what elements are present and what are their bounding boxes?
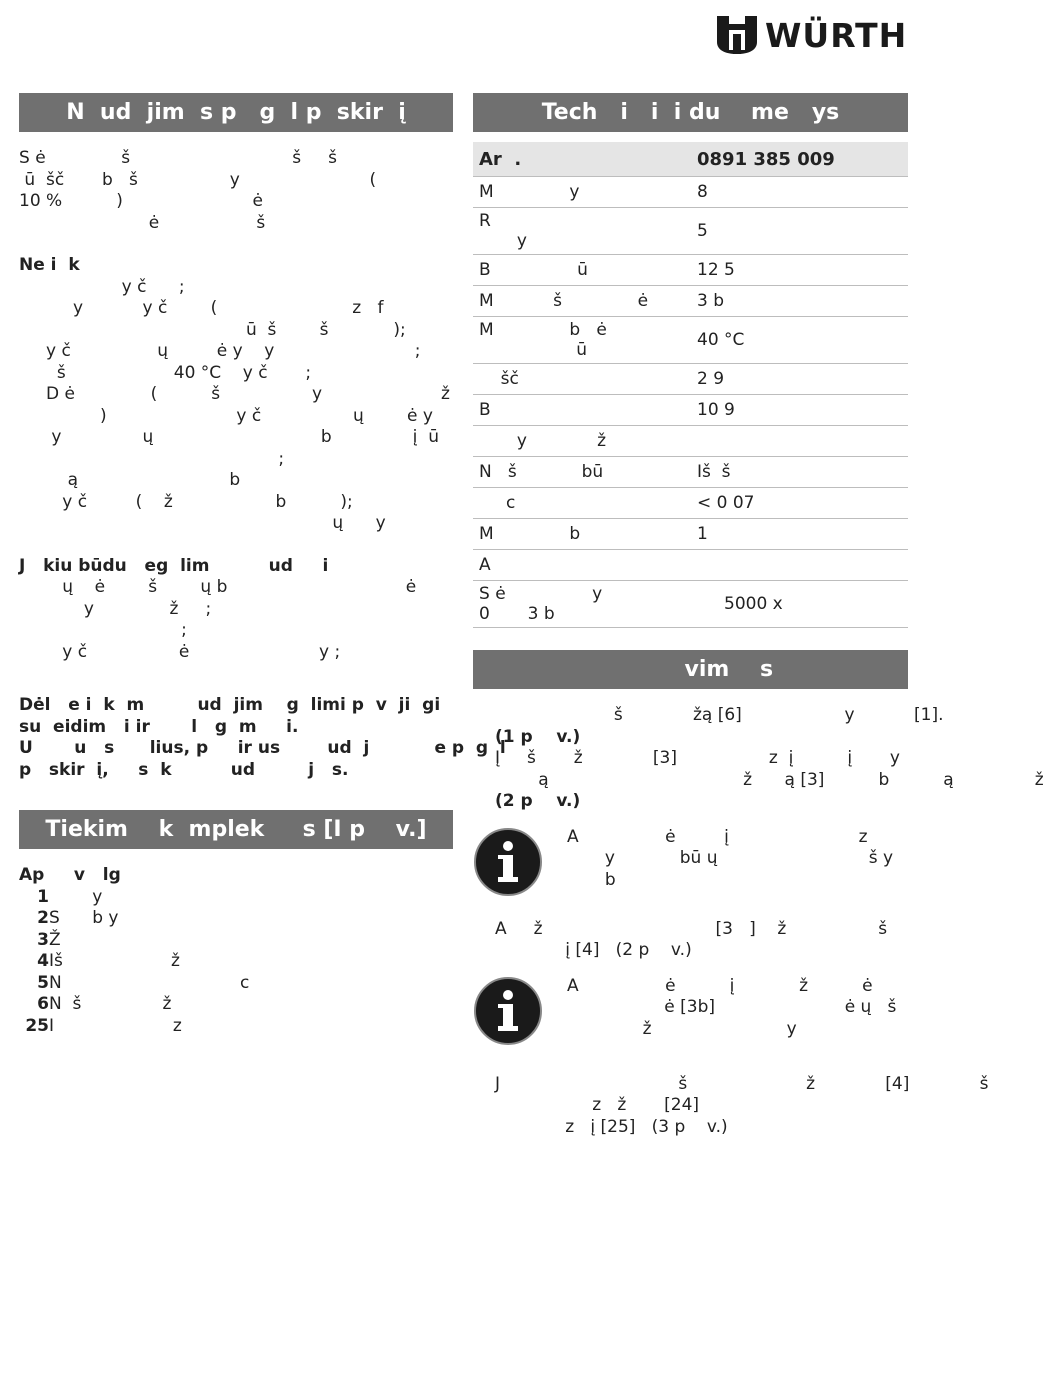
section-heading-intended-use: N ud jim s p g l p skir į [19, 93, 453, 132]
prohibited-title: Ne i k [19, 255, 80, 275]
step-1-block: š žą [6] y [1]. (1 p v.) Į š ž [3] z į į y ą ž ą [3] b ą ž (2 p v.) [495, 705, 1044, 811]
table-row: Ar . 0891 385 009 [473, 142, 908, 177]
step-3-block: J š ž [4] š z ž [24] z į [25] (3 p v.) [495, 1073, 989, 1137]
table-row: M b ė ū 40 °C [473, 317, 908, 364]
list-item: 3Ž [37, 929, 61, 950]
table-row: c < 0 07 [473, 488, 908, 519]
table-row: y ž [473, 426, 908, 457]
table-row: M y 8 [473, 177, 908, 208]
how-not-to-use-block: J kiu būdu eg lim ud i ų ė š ų b ė y ž ; ; y č ė y ; [19, 556, 453, 664]
list-item: 2S b y [37, 908, 119, 928]
list-item: 4Iš ž [37, 951, 180, 971]
wurth-logo [715, 12, 915, 58]
table-row: A [473, 550, 908, 581]
list-item: 1 y [37, 886, 103, 907]
left-column [19, 93, 506, 1037]
info-note-1: A ė į z y bū ų š y b [473, 827, 908, 897]
list-item: 5N c [37, 972, 250, 993]
table-row: R y 5 [473, 208, 908, 255]
table-row: N š bū Iš š [473, 457, 908, 488]
warning-block: Dėl e i k m ud jim g limi p v ji gi su eidim i ir l g m i. U u s lius, p ir us ud j e p g l p skir į, s k ud j s. [19, 695, 506, 780]
intro-paragraph: S ė š š š ū šč b š y ( 10 % ) ė ė š [19, 148, 377, 233]
info-note-2: A ė į ž ė ė [3b] ė ų š ž y [473, 976, 908, 1046]
section-heading-operation: vim s [473, 650, 908, 689]
section-heading-technical-data: Tech i i i du me ys [473, 93, 908, 132]
info-icon [473, 976, 543, 1046]
info-icon [473, 827, 543, 897]
table-row: M š ė 3 b [473, 286, 908, 317]
kit-list [19, 865, 453, 1037]
table-row: M b 1 [473, 519, 908, 550]
table-row: B ū 12 5 [473, 255, 908, 286]
brand-wordmark: WÜRTH [765, 15, 908, 55]
kit-title: Ap v lg [19, 865, 121, 885]
table-row: B 10 9 [473, 395, 908, 426]
prohibited-use-block: Ne i k y č ; y y č ( z f ū š š ); y č ų ė y y ; š 40 °C y č ; D ė ( š y ž ) y č ų ė y y ų b į ū ; ą b y č ( ž b ); ų y [19, 255, 453, 535]
section-heading-delivery-set: Tiekim k mplek s [I p v.] [19, 810, 453, 849]
spec-table [473, 142, 908, 628]
list-item: 25I z [25, 1015, 182, 1036]
list-item: 6N š ž [37, 994, 172, 1014]
wurth-emblem-icon [715, 14, 759, 56]
right-column [473, 93, 1044, 1138]
table-row: šč 2 9 [473, 364, 908, 395]
how-title: J kiu būdu eg lim ud i [19, 555, 329, 576]
table-row: S ė y 0 3 b 5000 x [473, 581, 908, 628]
step-2-block: A ž [3 ] ž š į [4] (2 p v.) [495, 918, 888, 960]
